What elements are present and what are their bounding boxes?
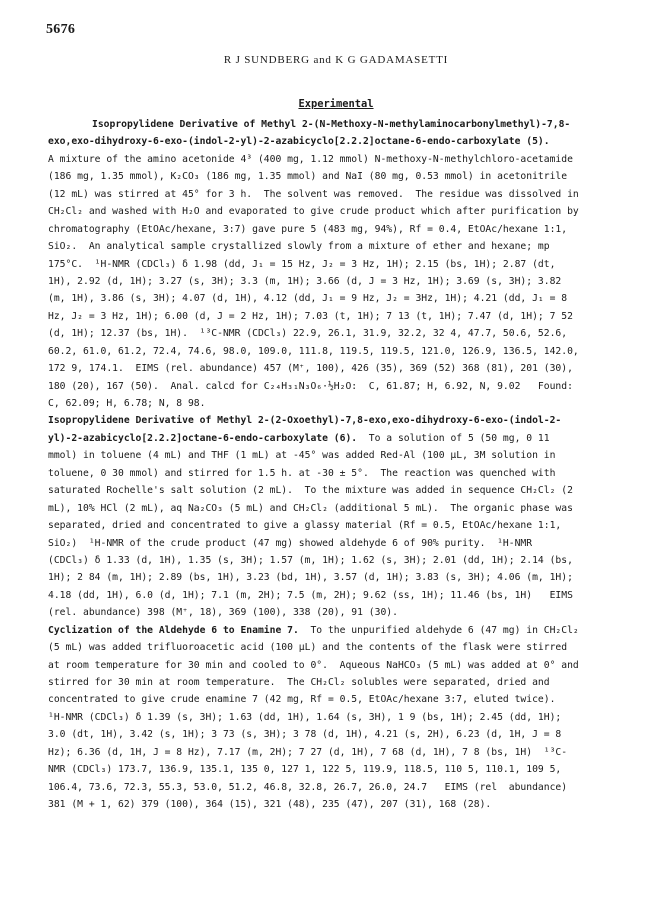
run-in-heading: yl)-2-azabicyclo[2.2.2]octane-6-endo-carboxylate (6). — [48, 432, 358, 444]
text-line: 381 (M + 1, 62) 379 (100), 364 (15), 321 (48), 235 (47), 207 (31), 168 (28). — [48, 799, 492, 811]
compound-heading-line: Isopropylidene Derivative of Methyl 2-(N-Methoxy-N-methylaminocarbonylmethyl)-7,8- — [92, 119, 571, 130]
text-line: NMR (CDCl₃) 173.7, 136.9, 135.1, 135 0, 127 1, 122 5, 119.9, 118.5, 110 5, 110.1, 109 5, — [48, 764, 562, 776]
compound-heading-line: Isopropylidene Derivative of Methyl 2-(2-Oxoethyl)-7,8-exo,exo-dihydroxy-6-exo-(indol-2- — [48, 415, 562, 427]
text-line: (186 mg, 1.35 mmol), K₂CO₃ (186 mg, 1.35 mmol) and NaI (80 mg, 0.53 mmol) in acetonitrile — [48, 171, 568, 183]
run-in-text: To the unpurified aldehyde 6 (47 mg) in CH₂Cl₂ — [298, 624, 579, 636]
compound-heading-line — [48, 622, 638, 639]
text-line: Hz); 6.36 (d, 1H, J = 8 Hz), 7.17 (m, 2H); 7 27 (d, 1H), 7 68 (d, 1H), 7 8 (bs, 1H) ¹³C- — [48, 746, 568, 758]
text-line: SiO₂) ¹H-NMR of the crude product (47 mg) showed aldehyde 6 of 90% purity. ¹H-NMR — [48, 537, 533, 549]
text-line: mL), 10% HCl (2 mL), aq Na₂CO₃ (5 mL) and CH₂Cl₂ (additional 5 mL). The organic phase was — [48, 502, 573, 514]
text-line: 106.4, 73.6, 72.3, 55.3, 53.0, 51.2, 46.8, 32.8, 26.7, 26.0, 24.7 EIMS (rel abundance) — [48, 781, 568, 793]
text-line: (5 mL) was added trifluoroacetic acid (100 µL) and the contents of the flask were stirred — [48, 642, 568, 654]
text-line: 175°C. ¹H-NMR (CDCl₃) δ 1.98 (dd, J₁ = 15 Hz, J₂ = 3 Hz, 1H); 2.15 (bs, 1H); 2.87 (dt, — [48, 258, 556, 270]
running-head: R J SUNDBERG and K G GADAMASETTI — [223, 54, 449, 66]
page-number: 5676 — [46, 22, 76, 37]
text-line: 1H), 2.92 (d, 1H); 3.27 (s, 3H); 3.3 (m, 1H); 3.66 (d, J = 3 Hz, 1H); 3.69 (s, 3H); 3.82 — [48, 275, 562, 287]
text-line: chromatography (EtOAc/hexane, 3:7) gave pure 5 (483 mg, 94%), Rf = 0.4, EtOAc/hexane 1:1, — [48, 223, 568, 235]
text-line: 1H); 2 84 (m, 1H); 2.89 (bs, 1H), 3.23 (bd, 1H), 3.57 (d, 1H); 3.83 (s, 3H); 4.06 (m, 1H); — [48, 572, 573, 584]
text-line: A mixture of the amino acetonide 4³ (400 mg, 1.12 mmol) N-methoxy-N-methylchloro-acetamide — [48, 153, 573, 165]
text-line: at room temperature for 30 min and cooled to 0°. Aqueous NaHCO₃ (5 mL) was added at 0° and — [48, 659, 579, 671]
text-line: (12 mL) was stirred at 45° for 3 h. The solvent was removed. The residue was dissolved in — [48, 188, 579, 200]
text-line: mmol) in toluene (4 mL) and THF (1 mL) at -45° was added Red-Al (100 µL, 3M solution in — [48, 450, 556, 462]
text-line: (m, 1H), 3.86 (s, 3H); 4.07 (d, 1H), 4.12 (dd, J₁ = 9 Hz, J₂ = 3Hz, 1H); 4.21 (dd, J₁ = 8 — [48, 293, 568, 305]
text-line: 3.0 (dt, 1H), 3.42 (s, 1H); 3 73 (s, 3H); 3 78 (d, 1H), 4.21 (s, 2H), 6.23 (d, 1H, J = 8 — [48, 729, 562, 741]
text-line: stirred for 30 min at room temperature. The CH₂Cl₂ solubles were separated, dried and — [48, 677, 550, 688]
text-line: C, 62.09; H, 6.78; N, 8 98. — [48, 398, 206, 409]
compound-heading-line: exo,exo-dihydroxy-6-exo-(indol-2-yl)-2-azabicyclo[2.2.2]octane-6-endo-carboxylate (5). — [48, 136, 550, 148]
text-line: SiO₂. An analytical sample crystallized slowly from a mixture of ether and hexane; mp — [48, 241, 550, 253]
text-line: concentrated to give crude enamine 7 (42 mg, Rf = 0.5, EtOAc/hexane 3:7, eluted twice). — [48, 694, 556, 706]
text-line: saturated Rochelle's salt solution (2 mL). To the mixture was added in sequence CH₂Cl₂ (2 — [48, 485, 573, 497]
text-line: 180 (20), 167 (50). Anal. calcd for C₂₄H₃₁N₃O₆·½H₂O: C, 61.87; H, 6.92, N, 9.02 Found: — [48, 380, 573, 392]
text-line: separated, dried and concentrated to give a glassy material (Rf = 0.5, EtOAc/hexane 1:1, — [48, 520, 562, 532]
compound-heading-line — [48, 430, 638, 447]
run-in-text: To a solution of 5 (50 mg, 0 11 — [357, 432, 550, 444]
text-line: (rel. abundance) 398 (M⁺, 18), 369 (100), 338 (20), 91 (30). — [48, 607, 398, 619]
text-line: (CDCl₃) δ 1.33 (d, 1H), 1.35 (s, 3H); 1.57 (m, 1H); 1.62 (s, 3H); 2.01 (dd, 1H); 2.14 (bs, — [48, 554, 573, 566]
run-in-heading: Cyclization of the Aldehyde 6 to Enamine 7. — [48, 624, 299, 636]
section-heading: Experimental — [298, 98, 374, 110]
text-line: 4.18 (dd, 1H), 6.0 (d, 1H); 7.1 (m, 2H); 7.5 (m, 2H); 9.62 (ss, 1H); 11.46 (bs, 1H) EIMS — [48, 589, 573, 601]
text-line: 60.2, 61.0, 61.2, 72.4, 74.6, 98.0, 109.0, 111.8, 119.5, 119.5, 121.0, 126.9, 136.5, 142.0, — [48, 345, 579, 357]
text-line: (d, 1H); 12.37 (bs, 1H). ¹³C-NMR (CDCl₃) 22.9, 26.1, 31.9, 32.2, 32 4, 47.7, 50.6, 52.6, — [48, 328, 568, 340]
text-line: ¹H-NMR (CDCl₃) δ 1.39 (s, 3H); 1.63 (dd, 1H), 1.64 (s, 3H), 1 9 (bs, 1H); 2.45 (dd, 1H); — [48, 711, 562, 723]
text-line: 172 9, 174.1. EIMS (rel. abundance) 457 (M⁺, 100), 426 (35), 369 (52) 368 (81), 201 (30), — [48, 363, 573, 375]
text-line: CH₂Cl₂ and washed with H₂O and evaporated to give crude product which after purification by — [48, 206, 579, 218]
text-line: Hz, J₂ = 3 Hz, 1H); 6.00 (d, J = 2 Hz, 1H); 7.03 (t, 1H); 7 13 (t, 1H); 7.47 (d, 1H); 7 52 — [48, 310, 573, 322]
text-line: toluene, 0 30 mmol) and stirred for 1.5 h. at -30 ± 5°. The reaction was quenched with — [48, 467, 556, 479]
body-text — [48, 116, 638, 814]
